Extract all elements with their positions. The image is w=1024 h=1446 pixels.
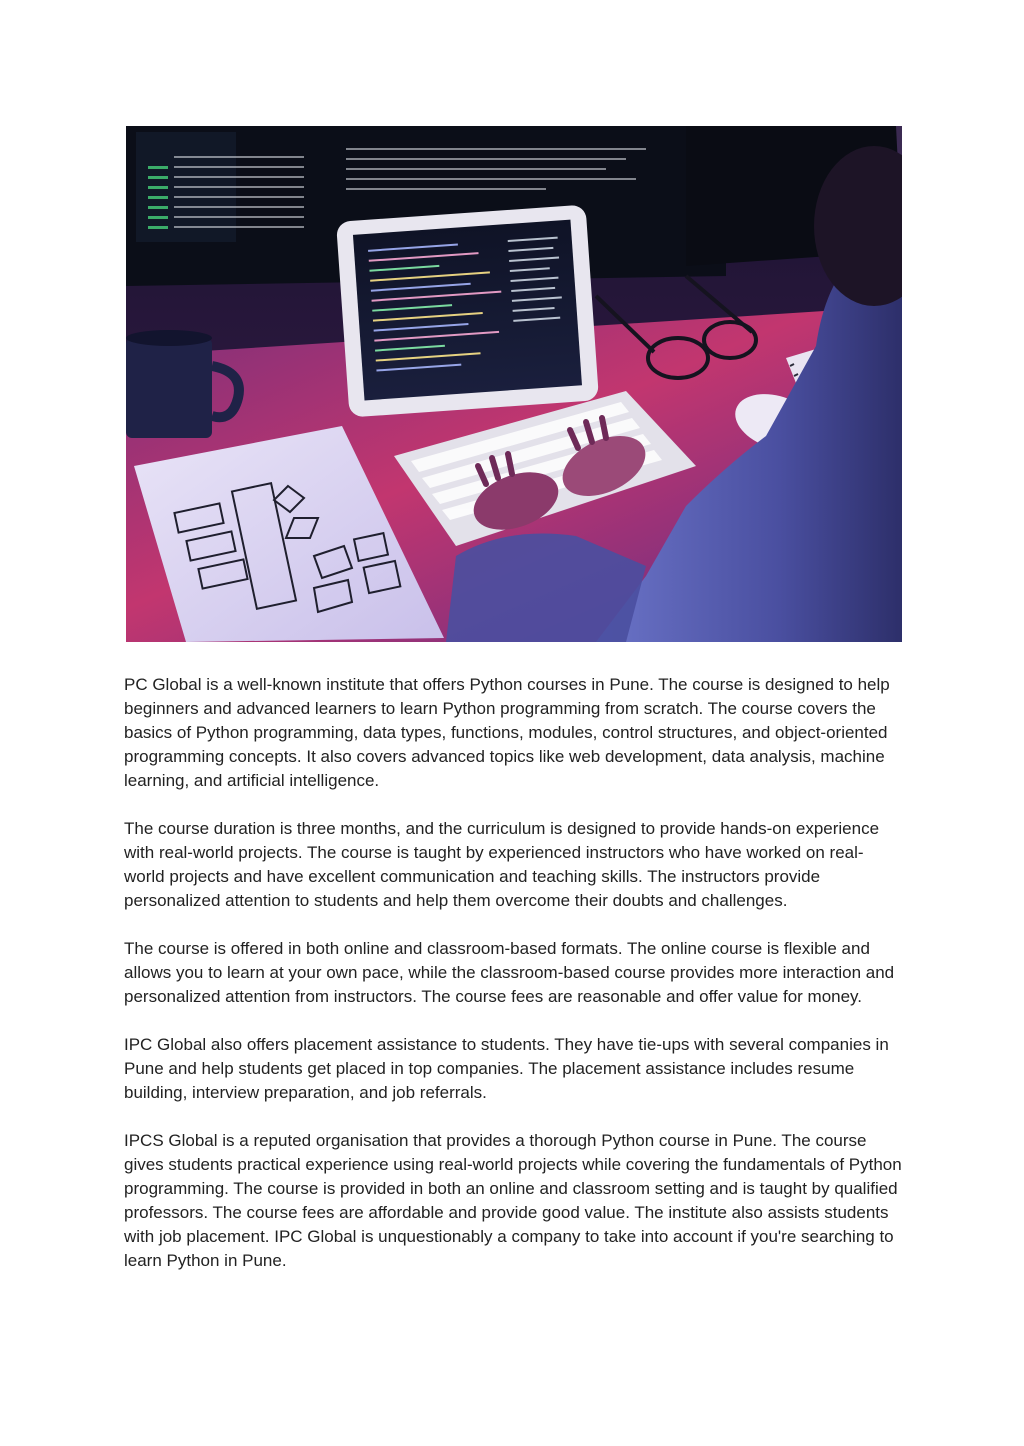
article-body: [124, 673, 904, 1297]
hero-photo: [126, 126, 902, 642]
paragraph: PC Global is a well-known institute that offers Python courses in Pune. The course is designed to help beginners and advanced learners to learn Python programming from scratch. The course covers the basics of Python programming, data types, functions, modules, control structures, and object-oriented programming concepts. It also covers advanced topics like web development, data analysis, machine learning, and artificial intelligence.: [124, 675, 890, 790]
programmer-desk-illustration: [126, 126, 902, 642]
paragraph: IPC Global also offers placement assistance to students. They have tie-ups with several companies in Pune and help students get placed in top companies. The placement assistance includes resume building, interview preparation, and job referrals.: [124, 1035, 889, 1102]
paragraph: The course duration is three months, and the curriculum is designed to provide hands-on experience with real-world projects. The course is taught by experienced instructors who have worked on real-world projects and have excellent communication and teaching skills. The instructors provide personalized attention to students and help them overcome their doubts and challenges.: [124, 819, 880, 910]
paragraph: IPCS Global is a reputed organisation that provides a thorough Python course in Pune. The course gives students practical experience using real-world projects while covering the fundamentals of Python programming. The course is provided in both an online and classroom setting and is taught by qualified professors. The course fees are affordable and provide good value. The institute also assists students with job placement. IPC Global is unquestionably a company to take into account if you're searching to learn Python in Pune.: [124, 1131, 902, 1270]
paragraph: The course is offered in both online and classroom-based formats. The online course is flexible and allows you to learn at your own pace, while the classroom-based course provides more interaction and personalized attention from instructors. The course fees are reasonable and offer value for money.: [124, 939, 895, 1006]
